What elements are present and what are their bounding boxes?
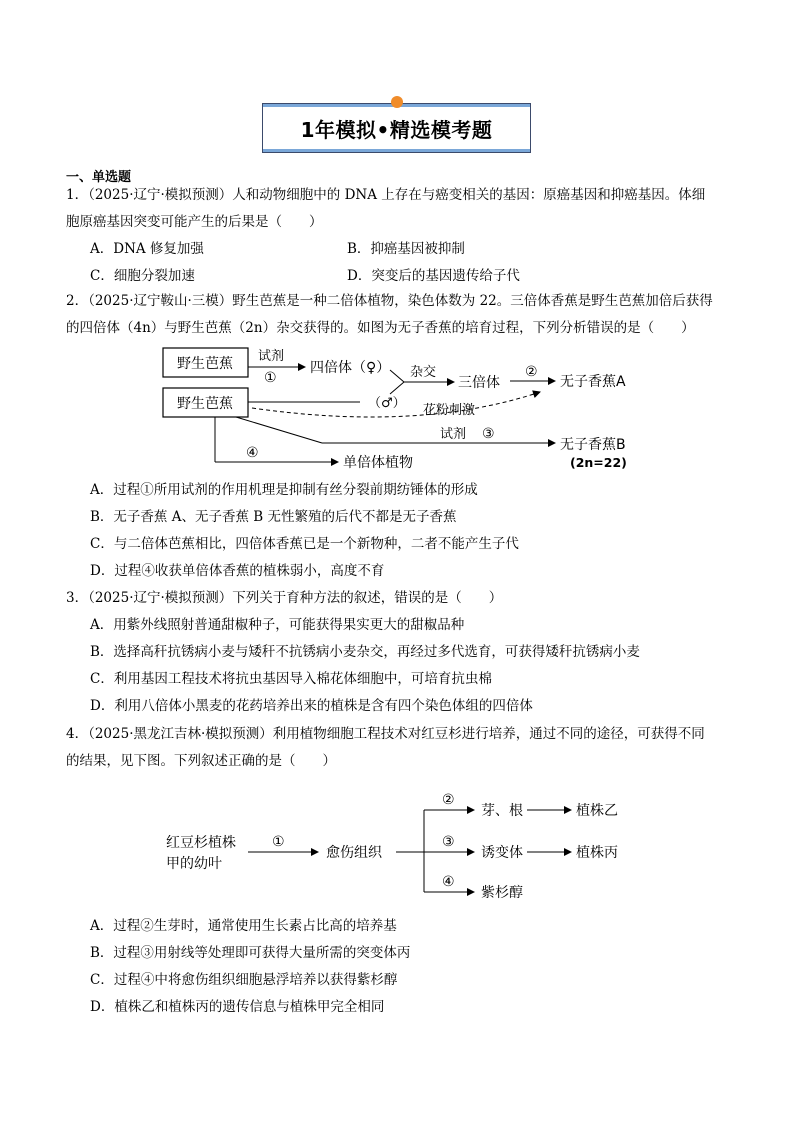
question-3-option-b: B．选择高秆抗锈病小麦与矮秆不抗锈病小麦杂交，再经过多代选育，可获得矮秆抗锈病小麦: [90, 644, 640, 660]
reagent-label: 试剂: [258, 349, 285, 364]
question-1-line2: 胞原癌基因突变可能产生的后果是（ ）: [66, 214, 323, 230]
question-4-line2: 的结果，见下图。下列叙述正确的是（ ）: [66, 753, 336, 769]
step-1-label: ①: [272, 834, 285, 850]
question-2-option-a: A．过程①所用试剂的作用机理是抑制有丝分裂前期纺锤体的形成: [90, 482, 478, 498]
page-title: 1年模拟•精选模考题: [300, 117, 493, 142]
male-label: （♂）: [368, 396, 406, 411]
question-3-line1: 3．（2025·辽宁·模拟预测）下列关于育种方法的叙述，错误的是（ ）: [66, 590, 503, 606]
seedless-b-note: (2n=22): [570, 455, 627, 470]
taxol-label: 紫杉醇: [481, 885, 523, 901]
question-1-option-a: A．DNA 修复加强: [90, 241, 204, 257]
reagent-3-label: 试剂: [440, 427, 467, 442]
question-2-line2: 的四倍体（4n）与野生芭蕉（2n）杂交获得的。如图为无子香蕉的培育过程，下列分析错误的是（ ）: [66, 320, 695, 336]
question-4-option-d: D．植株乙和植株丙的遗传信息与植株甲完全相同: [90, 999, 385, 1015]
yew-culture-diagram: [0, 780, 794, 910]
seedless-b-label: 无子香蕉B: [560, 437, 626, 453]
step-2-label: ②: [442, 792, 455, 808]
question-2-option-d: D．过程④收获单倍体香蕉的植株弱小，高度不育: [90, 563, 385, 579]
seedless-a-label: 无子香蕉A: [560, 374, 626, 390]
mutant-label: 诱变体: [481, 845, 523, 861]
section-heading: 一、单选题: [66, 170, 132, 185]
wild-banana-label-1: 野生芭蕉: [177, 356, 233, 372]
arrow-step3-a: [236, 417, 322, 443]
question-4-option-b: B．过程③用射线等处理即可获得大量所需的突变体丙: [90, 945, 411, 961]
step-1-label: ①: [264, 370, 277, 386]
step-3-label: ③: [442, 834, 455, 850]
question-3-stem: [66, 585, 726, 612]
callus-label: 愈伤组织: [326, 845, 382, 861]
question-3-option-a: A．用紫外线照射普通甜椒种子，可能获得果实更大的甜椒品种: [90, 617, 465, 633]
question-1-option-b: B．抑癌基因被抑制: [347, 241, 465, 257]
step-4-label: ④: [442, 874, 455, 890]
cross-label: 杂交: [410, 365, 437, 380]
question-4-option-c: C．过程④中将愈伤组织细胞悬浮培养以获得紫杉醇: [90, 972, 398, 988]
question-1-option-d: D．突变后的基因遗传给子代: [347, 268, 520, 284]
question-4-stem: [66, 721, 726, 775]
pollen-label: 花粉刺激: [423, 403, 476, 418]
step-2-label: ②: [525, 364, 538, 380]
plant-c-label: 植株丙: [576, 845, 618, 861]
haploid-label: 单倍体植物: [343, 455, 413, 471]
banana-breeding-diagram: [0, 0, 794, 480]
question-4-line1: 4．（2025·黑龙江吉林·模拟预测）利用植物细胞工程技术对红豆杉进行培养，通过不同的途径，可获得不同: [66, 726, 705, 742]
source-label-line2: 甲的幼叶: [166, 856, 222, 872]
question-2-option-b: B．无子香蕉 A、无子香蕉 B 无性繁殖的后代不都是无子香蕉: [90, 509, 457, 525]
question-2-option-c: C．与二倍体芭蕉相比，四倍体香蕉已是一个新物种，二者不能产生子代: [90, 536, 519, 552]
source-label-line1: 红豆杉植株: [166, 835, 236, 851]
step-3-label: ③: [482, 426, 495, 442]
tetraploid-label: 四倍体（♀）: [310, 360, 391, 376]
wild-banana-label-2: 野生芭蕉: [177, 396, 233, 412]
cross-line-upper: [390, 370, 404, 382]
bud-root-label: 芽、根: [481, 803, 523, 819]
question-3-option-d: D．利用八倍体小黑麦的花药培养出来的植株是含有四个染色体组的四倍体: [90, 698, 533, 714]
question-3-option-c: C．利用基因工程技术将抗虫基因导入棉花体细胞中，可培育抗虫棉: [90, 671, 492, 687]
cross-line-lower: [390, 382, 404, 394]
question-1-option-c: C．细胞分裂加速: [90, 268, 195, 284]
question-1-line1: 1．（2025·辽宁·模拟预测）人和动物细胞中的 DNA 上存在与癌变相关的基因：原癌基因和抑癌基因。体细: [66, 187, 706, 203]
step-4-label: ④: [246, 445, 259, 461]
question-2-line1: 2．（2025·辽宁鞍山·三模）野生芭蕉是一种二倍体植物，染色体数为 22。三倍体香蕉是野生芭蕉加倍后获得: [66, 293, 713, 309]
plant-b-label: 植株乙: [576, 803, 618, 819]
triploid-label: 三倍体: [458, 375, 500, 391]
question-4-option-a: A．过程②生芽时，通常使用生长素占比高的培养基: [90, 918, 397, 934]
